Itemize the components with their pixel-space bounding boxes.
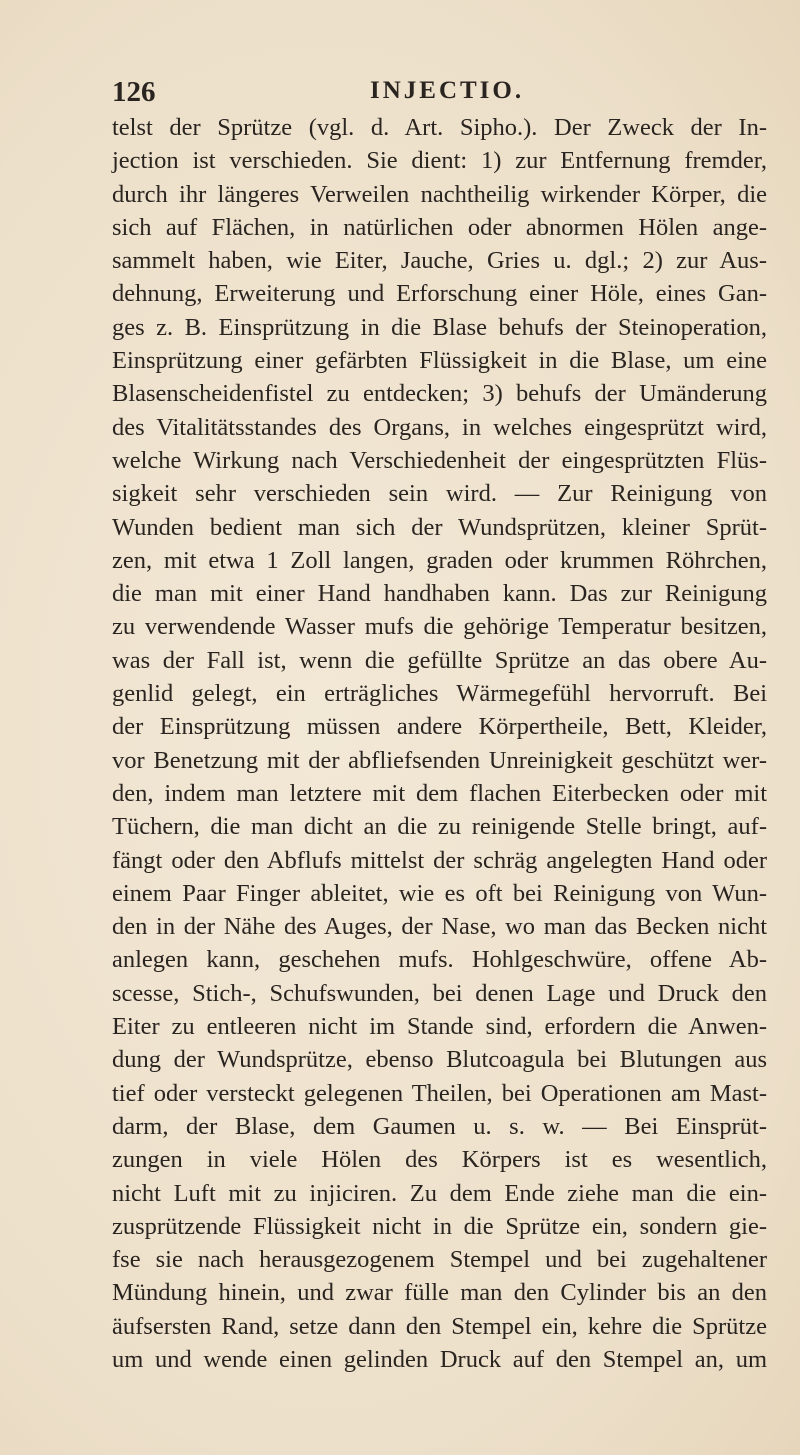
text-line: durch ihr längeres Verweilen nachtheilig wirkender Körper, die bbox=[112, 180, 767, 208]
text-line: Eiter zu entleeren nicht im Stande sind, erfordern die Anwen- bbox=[112, 1013, 767, 1041]
text-line: anlegen kann, geschehen mufs. Hohlgeschwüre, offene Ab- bbox=[112, 946, 767, 974]
text-line: der Einsprützung müssen andere Körpertheile, Bett, Kleider, bbox=[112, 713, 767, 741]
text-line: fse sie nach herausgezogenem Stempel und bei zugehaltener bbox=[112, 1246, 767, 1274]
text-line: des Vitalitätsstandes des Organs, in welches eingesprützt wird, bbox=[112, 413, 767, 441]
text-line: telst der Sprütze (vgl. d. Art. Sipho.). Der Zweck der In- bbox=[112, 114, 767, 141]
text-line: darm, der Blase, dem Gaumen u. s. w. — Bei Einsprüt- bbox=[112, 1112, 767, 1140]
text-line: zu verwendende Wasser mufs die gehörige Temperatur besitzen, bbox=[112, 613, 767, 641]
text-line: zusprützende Flüssigkeit nicht in die Sprütze ein, sondern gie- bbox=[112, 1212, 767, 1240]
running-title: INJECTIO. bbox=[370, 77, 525, 104]
text-line: den in der Nähe des Auges, der Nase, wo man das Becken nicht bbox=[112, 913, 767, 941]
text-line: tief oder versteckt gelegenen Theilen, bei Operationen am Mast- bbox=[112, 1079, 767, 1107]
text-line: vor Benetzung mit der abfliefsenden Unreinigkeit geschützt wer- bbox=[112, 746, 767, 774]
text-line: Einsprützung einer gefärbten Flüssigkeit in die Blase, um eine bbox=[112, 347, 767, 375]
text-line: was der Fall ist, wenn die gefüllte Sprütze an das obere Au- bbox=[112, 646, 767, 674]
text-line: dung der Wundsprütze, ebenso Blutcoagula bei Blutungen aus bbox=[112, 1046, 767, 1074]
text-line: jection ist verschieden. Sie dient: 1) zur Entfernung fremder, bbox=[112, 147, 767, 175]
text-line: Tüchern, die man dicht an die zu reinigende Stelle bringt, auf- bbox=[112, 813, 767, 841]
text-line: den, indem man letztere mit dem flachen Eiterbecken oder mit bbox=[112, 779, 767, 807]
text-line: um und wende einen gelinden Druck auf den Stempel an, um bbox=[112, 1345, 767, 1373]
text-line: zungen in viele Hölen des Körpers ist es wesentlich, bbox=[112, 1146, 767, 1174]
text-line: einem Paar Finger ableitet, wie es oft bei Reinigung von Wun- bbox=[112, 879, 767, 907]
text-line: zen, mit etwa 1 Zoll langen, graden oder krummen Röhrchen, bbox=[112, 546, 767, 574]
text-line: fängt oder den Abflufs mittelst der schräg angelegten Hand oder bbox=[112, 846, 767, 874]
body-text bbox=[112, 111, 767, 1376]
text-line: nicht Luft mit zu injiciren. Zu dem Ende ziehe man die ein- bbox=[112, 1179, 767, 1207]
text-line: dehnung, Erweiterung und Erforschung einer Höle, eines Gan- bbox=[112, 280, 767, 308]
text-line: Wunden bedient man sich der Wundsprützen, kleiner Sprüt- bbox=[112, 513, 767, 541]
text-line: scesse, Stich-, Schufswunden, bei denen Lage und Druck den bbox=[112, 979, 767, 1007]
text-line: Blasenscheidenfistel zu entdecken; 3) behufs der Umänderung bbox=[112, 380, 767, 408]
text-line: äufsersten Rand, setze dann den Stempel ein, kehre die Sprütze bbox=[112, 1312, 767, 1340]
text-line: sammelt haben, wie Eiter, Jauche, Gries u. dgl.; 2) zur Aus- bbox=[112, 247, 767, 275]
text-line: welche Wirkung nach Verschiedenheit der eingesprützten Flüs- bbox=[112, 446, 767, 474]
text-line: sigkeit sehr verschieden sein wird. — Zur Reinigung von bbox=[112, 480, 767, 508]
text-line: sich auf Flächen, in natürlichen oder abnormen Hölen ange- bbox=[112, 213, 767, 241]
text-line: genlid gelegt, ein erträgliches Wärmegefühl hervorruft. Bei bbox=[112, 680, 767, 708]
page-number: 126 bbox=[112, 76, 156, 108]
text-line: Mündung hinein, und zwar fülle man den Cylinder bis an den bbox=[112, 1279, 767, 1307]
text-line: die man mit einer Hand handhaben kann. Das zur Reinigung bbox=[112, 580, 767, 608]
text-line: ges z. B. Einsprützung in die Blase behufs der Steinoperation, bbox=[112, 313, 767, 341]
